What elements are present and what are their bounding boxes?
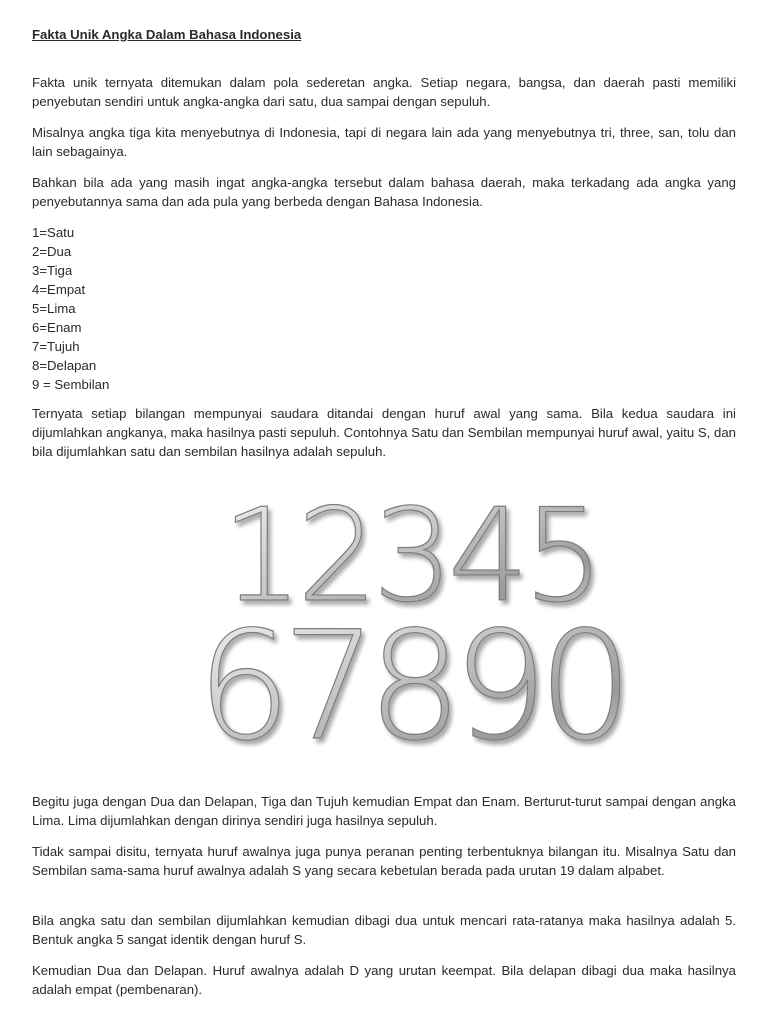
paragraph-regional: Bahkan bila ada yang masih ingat angka-angka tersebut dalam bahasa daerah, maka terkadang ada angka yang penyebutannya sama dan ada pula yang berbeda dengan Bahasa Indonesia. — [32, 175, 736, 209]
list-item: 9 = Sembilan — [32, 377, 110, 392]
list-item: 8=Delapan — [32, 358, 97, 373]
list-item: 6=Enam — [32, 320, 82, 335]
paragraph-average: Bila angka satu dan sembilan dijumlahkan kemudian dibagi dua untuk mencari rata-ratanya maka hasilnya adalah 5. Bentuk angka 5 sangat identik dengan huruf S. — [32, 913, 736, 947]
list-item: 2=Dua — [32, 244, 72, 259]
list-item: 5=Lima — [32, 301, 76, 316]
paragraph-pairs-continued: Begitu juga dengan Dua dan Delapan, Tiga dan Tujuh kemudian Empat dan Enam. Berturut-turut sampai dengan angka Lima. Lima dijumlahkan dengan dirinya sendiri juga hasilnya sepuluh. — [32, 794, 736, 828]
metal-digits-image — [182, 492, 642, 748]
paragraph-dua-delapan: Kemudian Dua dan Delapan. Huruf awalnya adalah D yang urutan keempat. Bila delapan dibagi dua maka hasilnya adalah empat (pembenaran). — [32, 963, 736, 997]
list-item: 3=Tiga — [32, 263, 73, 278]
digits-row-bottom: 67890 — [196, 600, 624, 748]
list-item: 4=Empat — [32, 282, 86, 297]
document-title: Fakta Unik Angka Dalam Bahasa Indonesia — [32, 27, 302, 42]
number-name-list — [32, 223, 109, 394]
paragraph-intro: Fakta unik ternyata ditemukan dalam pola sederetan angka. Setiap negara, bangsa, dan daerah pasti memiliki penyebutan sendiri untuk angka-angka dari satu, dua sampai dengan sepuluh. — [32, 75, 736, 109]
paragraph-example: Misalnya angka tiga kita menyebutnya di Indonesia, tapi di negara lain ada yang menyebutnya tri, three, san, tolu dan lain sebagainya. — [32, 125, 736, 159]
list-item: 7=Tujuh — [32, 339, 80, 354]
paragraph-pairs: Ternyata setiap bilangan mempunyai saudara ditandai dengan huruf awal yang sama. Bila kedua saudara ini dijumlahkan angkanya, maka hasilnya pasti sepuluh. Contohnya Satu dan Sembilan mempunyai huruf awal, yaitu S, dan bila dijumlahkan satu dan sembilan hasilnya adalah sepuluh. — [32, 406, 736, 459]
digits-row-top: 12345 — [221, 492, 599, 631]
list-item: 1=Satu — [32, 225, 75, 240]
paragraph-initial-letters: Tidak sampai disitu, ternyata huruf awalnya juga punya peranan penting terbentuknya bilangan itu. Misalnya Satu dan Sembilan sama-sama huruf awalnya adalah S yang secara kebetulan berada pada urutan 19 dalam alpabet. — [32, 844, 736, 878]
